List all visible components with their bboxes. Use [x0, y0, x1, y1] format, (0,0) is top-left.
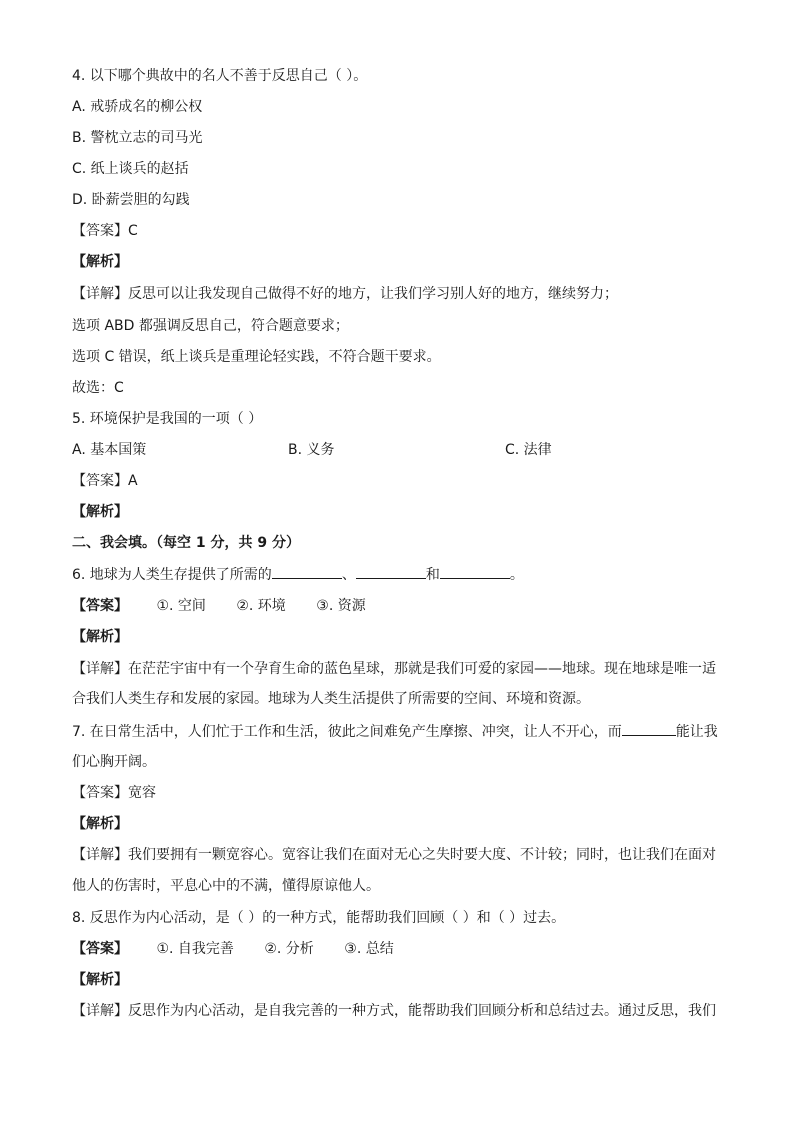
q4-analysis-label: 【解析】: [72, 254, 128, 270]
section-2-title: 二、我会填。（每空 1 分，共 9 分）: [72, 535, 300, 551]
q4-option-d: D. 卧薪尝胆的勾践: [72, 192, 190, 208]
q7-detail-1: 【详解】我们要拥有一颗宽容心。宽容让我们在面对无心之失时要大度、不计较；同时，也让我们在面对: [72, 847, 716, 863]
q8-answer: [72, 939, 394, 959]
q5-option-c: C. 法律: [505, 442, 552, 458]
q4-detail: 【详解】反思可以让我发现自己做得不好的地方，让我们学习别人好的地方，继续努力；: [72, 286, 618, 302]
q8-stem: 8. 反思作为内心活动，是（ ）的一种方式，能帮助我们回顾（ ）和（ ）过去。: [72, 910, 566, 926]
q6-blank-1: [272, 564, 342, 579]
q5-option-a: A. 基本国策: [72, 442, 147, 458]
q8-answer-3: ③. 总结: [344, 941, 394, 957]
q6-answer-1: ①. 空间: [156, 598, 206, 614]
q6-analysis-label: 【解析】: [72, 629, 128, 645]
q4-option-b: B. 警枕立志的司马光: [72, 130, 203, 146]
q8-answer-2: ②. 分析: [264, 941, 314, 957]
q7-detail-2: 他人的伤害时，平息心中的不满，懂得原谅他人。: [72, 878, 380, 894]
q6-end: 。: [509, 567, 524, 583]
q6-answer: [72, 596, 366, 616]
q7-answer: 【答案】宽容: [72, 785, 156, 801]
q7-blank: [622, 721, 676, 736]
q8-analysis-label: 【解析】: [72, 972, 128, 988]
q5-answer: 【答案】A: [72, 473, 138, 489]
q7-stem: [72, 721, 718, 742]
q8-answer-label: 【答案】: [72, 941, 128, 957]
q5-options: [72, 440, 722, 460]
q7-stem-2: 们心胸开阔。: [72, 754, 156, 770]
q6-detail-1: 【详解】在茫茫宇宙中有一个孕育生命的蓝色星球，那就是我们可爱的家园——地球。现在地球是唯一适: [72, 661, 716, 677]
q6-stem: [72, 564, 524, 585]
q6-answer-2: ②. 环境: [236, 598, 286, 614]
q8-answer-1: ①. 自我完善: [156, 941, 234, 957]
q4-detail-2: 选项 ABD 都强调反思自己，符合题意要求；: [72, 318, 349, 334]
q6-answer-3: ③. 资源: [316, 598, 366, 614]
q8-detail-1: 【详解】反思作为内心活动，是自我完善的一种方式，能帮助我们回顾分析和总结过去。通过反思，我们: [72, 1003, 716, 1019]
q4-answer: 【答案】C: [72, 223, 138, 239]
q4-conclusion: 故选：C: [72, 380, 124, 396]
q5-option-b: B. 义务: [288, 442, 335, 458]
q7-stem-text: 7. 在日常生活中，人们忙于工作和生活，彼此之间难免产生摩擦、冲突，让人不开心，而: [72, 724, 622, 740]
q6-answer-label: 【答案】: [72, 598, 128, 614]
q7-stem-tail: 能让我: [675, 724, 718, 740]
q6-sep-2: 和: [425, 567, 440, 583]
q6-blank-3: [440, 564, 510, 579]
q5-stem: 5. 环境保护是我国的一项（ ）: [72, 411, 263, 427]
q4-stem: 4. 以下哪个典故中的名人不善于反思自己（ ）。: [72, 68, 368, 84]
q6-detail-2: 合我们人类生存和发展的家园。地球为人类生活提供了所需要的空间、环境和资源。: [72, 691, 590, 707]
q6-stem-text: 6. 地球为人类生存提供了所需的: [72, 567, 272, 583]
q4-option-a: A. 戒骄成名的柳公权: [72, 99, 203, 115]
q7-analysis-label: 【解析】: [72, 816, 128, 832]
q6-sep-1: 、: [341, 567, 356, 583]
q6-blank-2: [356, 564, 426, 579]
q4-detail-3: 选项 C 错误，纸上谈兵是重理论轻实践，不符合题干要求。: [72, 349, 441, 365]
q5-analysis-label: 【解析】: [72, 504, 128, 520]
q4-option-c: C. 纸上谈兵的赵括: [72, 161, 189, 177]
